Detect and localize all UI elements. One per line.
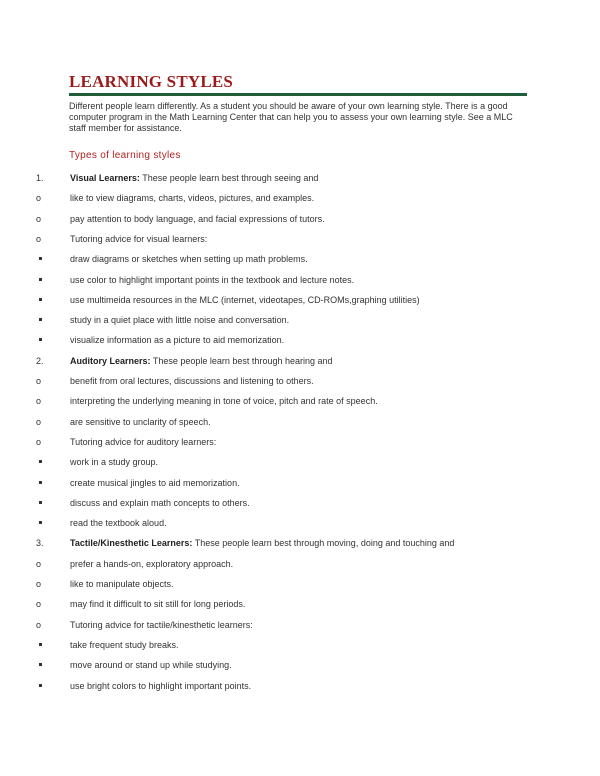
list-item bbox=[0, 435, 560, 449]
list-item bbox=[0, 273, 560, 287]
list-item bbox=[0, 516, 560, 530]
list-item-description: pay attention to body language, and facial expressions of tutors. bbox=[70, 213, 325, 224]
list-item-description: prefer a hands-on, exploratory approach. bbox=[70, 558, 234, 569]
square-bullet-icon bbox=[39, 318, 42, 321]
list-item-description: discuss and explain math concepts to others. bbox=[70, 497, 250, 508]
list-item-text bbox=[70, 171, 318, 185]
list-item bbox=[0, 313, 560, 327]
square-bullet-icon bbox=[39, 460, 42, 463]
list-item bbox=[0, 191, 560, 205]
list-item bbox=[0, 618, 560, 632]
list-item-description: are sensitive to unclarity of speech. bbox=[70, 416, 211, 427]
circle-bullet-icon: o bbox=[36, 396, 42, 407]
list-item-description: Tutoring advice for auditory learners: bbox=[70, 436, 217, 447]
list-item-description: use bright colors to highlight important points. bbox=[70, 680, 252, 691]
list-item-text bbox=[70, 536, 454, 550]
list-item-text bbox=[70, 232, 207, 246]
list-item bbox=[0, 374, 560, 388]
page-title: LEARNING STYLES bbox=[69, 72, 234, 91]
list-item-description: study in a quiet place with little noise and conversation. bbox=[70, 315, 290, 326]
list-item bbox=[0, 679, 560, 693]
list-item-text bbox=[70, 435, 216, 449]
square-bullet-icon bbox=[39, 643, 42, 646]
list-number: 1. bbox=[36, 173, 44, 183]
list-item-description: work in a study group. bbox=[70, 457, 159, 468]
list-item-text bbox=[70, 577, 174, 591]
list-item-description: may find it difficult to sit still for long periods. bbox=[70, 599, 246, 610]
list-item-description: Tutoring advice for visual learners: bbox=[70, 233, 208, 244]
list-item-text bbox=[70, 455, 158, 469]
list-item-description: like to view diagrams, charts, videos, pictures, and examples. bbox=[70, 193, 315, 204]
list-item bbox=[0, 557, 560, 571]
list-item bbox=[0, 638, 560, 652]
list-item-text bbox=[70, 394, 378, 408]
list-item-text bbox=[70, 557, 233, 571]
list-item-text bbox=[70, 191, 314, 205]
square-bullet-icon bbox=[39, 501, 42, 504]
list-item-text bbox=[70, 597, 245, 611]
list-item bbox=[0, 212, 560, 226]
circle-bullet-icon: o bbox=[36, 599, 42, 610]
list-item-text bbox=[70, 415, 211, 429]
square-bullet-icon bbox=[39, 338, 42, 341]
list-item-text bbox=[70, 313, 289, 327]
list-item-description: like to manipulate objects. bbox=[70, 579, 174, 589]
list-item bbox=[0, 658, 560, 672]
learner-type-label: Visual Learners: bbox=[70, 173, 140, 183]
list-item-description: These people learn best through seeing and bbox=[139, 173, 319, 183]
title-divider bbox=[69, 93, 527, 96]
circle-bullet-icon: o bbox=[36, 193, 42, 204]
list-item-text bbox=[70, 496, 250, 510]
list-item bbox=[0, 496, 560, 510]
list-item-text bbox=[70, 354, 333, 368]
list-item-text bbox=[70, 273, 354, 287]
circle-bullet-icon: o bbox=[36, 416, 42, 427]
list-item-description: create musical jingles to aid memorization. bbox=[70, 477, 240, 488]
list-item bbox=[0, 252, 560, 266]
list-item bbox=[0, 171, 560, 185]
list-item-text bbox=[70, 476, 240, 490]
list-item-text bbox=[70, 658, 232, 672]
square-bullet-icon bbox=[39, 298, 42, 301]
square-bullet-icon bbox=[39, 278, 42, 281]
circle-bullet-icon: o bbox=[36, 376, 42, 386]
square-bullet-icon bbox=[39, 663, 42, 666]
list-item-description: Tutoring advice for tactile/kinesthetic learners: bbox=[70, 619, 253, 630]
list-item-text bbox=[70, 618, 253, 632]
list-item-description: use color to highlight important points in the textbook and lecture notes. bbox=[70, 274, 355, 285]
circle-bullet-icon: o bbox=[36, 436, 42, 447]
list-number: 3. bbox=[36, 538, 44, 549]
square-bullet-icon bbox=[39, 521, 42, 524]
learner-type-label: Auditory Learners: bbox=[70, 355, 151, 366]
list-item-text bbox=[70, 516, 167, 530]
list-item bbox=[0, 333, 560, 347]
circle-bullet-icon: o bbox=[36, 558, 42, 569]
list-item bbox=[0, 354, 560, 368]
list-item bbox=[0, 455, 560, 469]
intro-paragraph: Different people learn differently. As a student you should be aware of your own learning style. There is a good computer program in the Math Learning Center that can help you to assess your own learning style. See a MLC staff member for assistance. bbox=[69, 101, 513, 133]
list-item bbox=[0, 536, 560, 550]
list-item-description: take frequent study breaks. bbox=[70, 639, 179, 650]
list-number: 2. bbox=[36, 355, 44, 366]
list-item bbox=[0, 597, 560, 611]
list-item-description: visualize information as a picture to aid memorization. bbox=[70, 335, 285, 346]
square-bullet-icon bbox=[39, 481, 42, 484]
list-item-text bbox=[70, 374, 314, 388]
circle-bullet-icon: o bbox=[36, 213, 42, 224]
section-subheading: Types of learning styles bbox=[69, 150, 181, 161]
list-item-text bbox=[70, 679, 251, 693]
circle-bullet-icon: o bbox=[36, 233, 42, 244]
circle-bullet-icon: o bbox=[36, 619, 42, 630]
list-item bbox=[0, 415, 560, 429]
list-item-text bbox=[70, 212, 325, 226]
list-item-description: move around or stand up while studying. bbox=[70, 660, 232, 671]
list-item bbox=[0, 476, 560, 490]
list-item bbox=[0, 293, 560, 307]
list-item-text bbox=[70, 333, 284, 347]
square-bullet-icon bbox=[39, 257, 42, 260]
list-item-description: These people learn best through moving, doing and touching and bbox=[192, 538, 455, 549]
list-item-description: benefit from oral lectures, discussions and listening to others. bbox=[70, 376, 314, 386]
list-item-description: interpreting the underlying meaning in tone of voice, pitch and rate of speech. bbox=[70, 396, 378, 407]
list-item-description: use multimeida resources in the MLC (internet, videotapes, CD-ROMs,graphing utilities) bbox=[70, 294, 420, 305]
list-item-description: These people learn best through hearing and bbox=[150, 355, 333, 366]
learner-type-label: Tactile/Kinesthetic Learners: bbox=[70, 538, 193, 549]
circle-bullet-icon: o bbox=[36, 579, 42, 589]
list-item-text bbox=[70, 293, 420, 307]
square-bullet-icon bbox=[39, 684, 42, 687]
list-item-text bbox=[70, 252, 308, 266]
list-item-description: draw diagrams or sketches when setting up math problems. bbox=[70, 254, 308, 265]
list-item-text bbox=[70, 638, 179, 652]
list-item bbox=[0, 577, 560, 591]
list-item bbox=[0, 232, 560, 246]
list-item bbox=[0, 394, 560, 408]
list-item-description: read the textbook aloud. bbox=[70, 518, 167, 529]
